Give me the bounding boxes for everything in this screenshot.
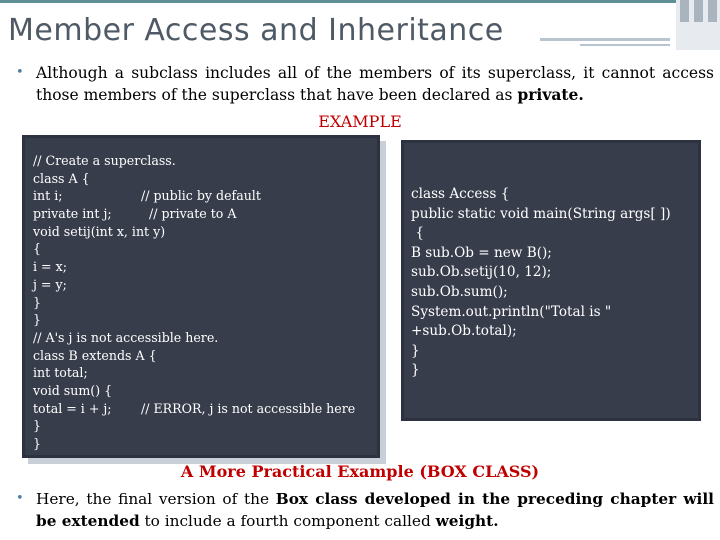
code-text: class A { — [33, 170, 90, 186]
superclass-code-box — [22, 135, 380, 458]
example-label: EXAMPLE — [318, 112, 402, 131]
bullet-private-access — [14, 62, 714, 106]
code-line — [33, 382, 377, 400]
code-line: System.out.println("Total is " — [411, 303, 612, 320]
code-line — [33, 329, 377, 347]
code-line — [33, 435, 377, 453]
bullet-text: Here, the final version of the — [36, 490, 276, 508]
code-comment: // public by default — [141, 188, 261, 204]
code-comment: // private to A — [149, 206, 237, 222]
corner-tab — [680, 0, 689, 22]
bullet-keyword: private. — [517, 85, 584, 104]
code-line: B sub.Ob = new B(); — [411, 244, 552, 261]
code-line — [33, 205, 377, 223]
code-line: sub.Ob.setij(10, 12); — [411, 264, 552, 281]
practical-example-heading: A More Practical Example (BOX CLASS) — [180, 462, 540, 481]
code-text: class B extends A { — [33, 347, 157, 363]
code-line: } — [411, 362, 420, 379]
code-line — [33, 223, 377, 241]
code-text: // Create a superclass. — [33, 153, 176, 168]
code-line: { — [411, 225, 424, 242]
code-text: void sum() { — [33, 382, 113, 398]
code-line — [33, 294, 377, 312]
header-accent-bar-2 — [580, 44, 670, 46]
code-text: j = y; — [33, 276, 67, 292]
code-line: +sub.Ob.total); — [411, 323, 517, 340]
main-class-code-box — [401, 140, 701, 421]
header-rule — [0, 0, 676, 3]
code-line — [33, 187, 377, 205]
code-text: // A's j is not accessible here. — [33, 329, 219, 345]
bullet-box-class — [14, 488, 714, 532]
code-line — [33, 311, 377, 329]
code-text: int total; — [33, 365, 88, 381]
bullet-text: to include a fourth component called — [139, 512, 436, 530]
code-line — [33, 170, 377, 188]
code-text: } — [33, 312, 42, 328]
code-line: class Access { — [411, 186, 510, 202]
code-line — [33, 258, 377, 276]
code-text: void setij(int x, int y) — [33, 223, 166, 239]
slide-corner-tabs — [676, 0, 720, 50]
corner-tab — [694, 0, 703, 22]
code-line — [33, 364, 377, 382]
slide-title: Member Access and Inheritance — [8, 13, 504, 48]
code-text: i = x; — [33, 259, 67, 275]
code-text: int i; — [33, 188, 63, 204]
code-line — [33, 152, 377, 170]
code-line — [33, 276, 377, 294]
corner-tab — [708, 0, 717, 22]
code-text: { — [33, 241, 42, 257]
code-line: public static void main(String args[ ]) — [411, 205, 671, 222]
code-line — [33, 240, 377, 258]
bullet-text: Although a subclass includes all of the members of its superclass, it cannot access those members of the superclass that have been declared as — [36, 64, 714, 104]
code-text: } — [33, 294, 42, 310]
code-line — [33, 347, 377, 365]
code-text: } — [33, 436, 42, 451]
code-line: } — [411, 342, 420, 359]
code-comment: // ERROR, j is not accessible here — [141, 400, 356, 416]
code-text: private int j; — [33, 206, 112, 222]
bullet-dot-icon: • — [16, 65, 24, 80]
header-accent-bar — [540, 38, 670, 41]
code-line — [33, 400, 377, 418]
code-line — [33, 417, 377, 435]
code-text: } — [33, 418, 42, 434]
code-text: total = i + j; — [33, 400, 112, 416]
bullet-bold-text: Box class developed in the preceding chapter will be extended — [36, 490, 714, 530]
bullet-dot-icon: • — [16, 491, 24, 506]
code-line: sub.Ob.sum(); — [411, 283, 508, 300]
bullet-bold-text: weight. — [435, 512, 499, 530]
